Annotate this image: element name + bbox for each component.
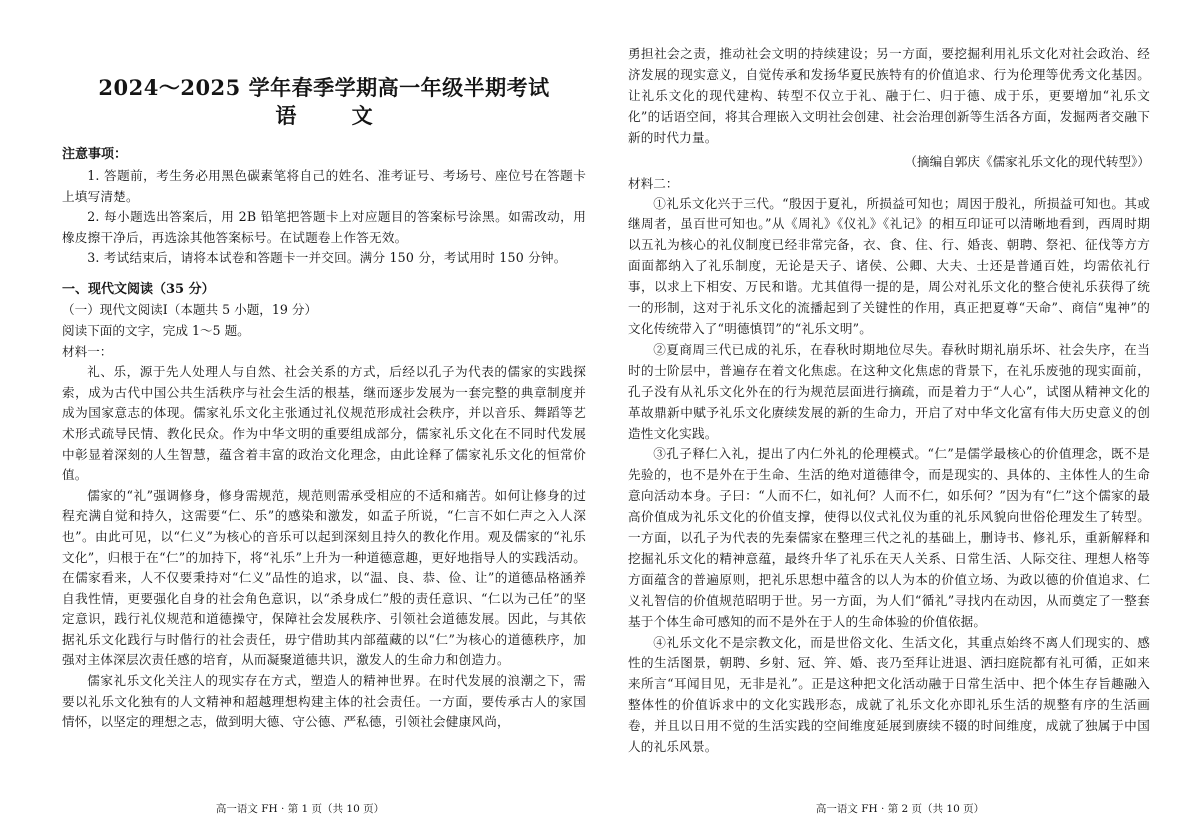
passage-paragraph: ②夏商周三代已成的礼乐，在春秋时期地位尽失。春秋时期礼崩乐坏、社会失序，在当时的士阶层中，普遍存在着文化焦虑。在这种文化焦虑的背景下，在礼乐废弛的现实面前，孔子没有从礼乐文化外在的行为规范层面进行摘疏，而是着力于“人心”，试图从精神文化的革故鼎新中赋予礼乐文化赓续发展的新的生命力，开启了对中华文化富有伟大历史意义的创造性文化实践。 [628,341,1150,441]
notice-item: 1. 答题前，考生务必用黑色碳素笔将自己的姓名、准考证号、考场号、座位号在答题卡上填写清楚。 [62,168,586,204]
source-citation: （摘编自郭庆《儒家礼乐文化的现代转型》） [904,153,1150,169]
exam-subject: 语 文 [275,103,397,128]
passage-paragraph: ④礼乐文化不是宗教文化，而是世俗文化、生活文化，其重点始终不离人们现实的、感性的生活图景，朝聘、乡射、冠、笄、婚、丧乃至拜让进退、洒扫庭院都有礼可循，正如来来所言“耳闻目见，无非是礼”。正是这种把文化活动融于日常生活中、把个体生存旨趣融入整体性的价值诉求中的文化实践形态，成就了礼乐文化亦即礼乐生活的规整有序的生活画卷，并且以日用不觉的生活实践的空间维度延展到赓续不辍的时间维度，成就了独属于中国人的礼乐风景。 [628,634,1150,755]
page-right [600,0,1200,826]
notice-item: 3. 考试结束后，请将本试卷和答题卡一并交回。满分 150 分，考试用时 150 分钟。 [87,250,567,266]
material-label: 材料一： [62,344,113,360]
passage-paragraph: ①礼乐文化兴于三代。“殷因于夏礼，所损益可知也；周因于殷礼，所损益可知也。其或继周者，虽百世可知也。”从《周礼》《仪礼》《礼记》的相互印证可以清晰地看到，西周时期以五礼为核心的礼仪制度已经非常完备，衣、食、住、行、婚丧、朝聘、祭祀、征伐等方方面面都纳入了礼乐制度，无论是天子、诸侯、公卿、大夫、士还是普通百姓，均需依礼行事，以求上下相安、万民和谐。尤其值得一提的是，周公对礼乐文化的整合使礼乐获得了统一的形制，这对于礼乐文化的流播起到了关键性的作用，真正把夏尊“天命”、商信“鬼神”的文化传统带入了“明德慎罚”的“礼乐文明”。 [628,195,1150,336]
passage-paragraph: 礼、乐，源于先人处理人与自然、社会关系的方式，后经以孔子为代表的儒家的实践探索，成为古代中国公共生活秩序与社会生活的根基，继而逐步发展为一套完整的典章制度并成为国家意志的体现。儒家礼乐文化主张通过礼仪规范形成社会秩序，并以音乐、舞蹈等艺术形式疏导民情、教化民众。作为中华文明的重要组成部分，儒家礼乐文化在不同时代发展中彰显着深刻的人生智慧，蕴含着丰富的政治文化理念，由此诠释了儒家礼乐文化的恒常价值。 [62,364,586,483]
reading-instruction: 阅读下面的文字，完成 1～5 题。 [62,322,250,338]
page-footer: 高一语文 FH · 第 2 页（共 10 页） [815,803,985,815]
page-footer: 高一语文 FH · 第 1 页（共 10 页） [215,803,385,815]
passage-paragraph: 儒家的“礼”强调修身，修身需规范，规范则需承受相应的不适和痛苦。如何让修身的过程充满自觉和持久，这需要“仁、乐”的感染和激发，如孟子所说，“仁言不如仁声之入人深也”。由此可见，以“仁义”为核心的音乐可以起到深刻且持久的教化作用。观及儒家的“礼乐文化”，归根于在“仁”的加持下，将“礼乐”上升为一种道德意趣，更好地指导人的实践活动。在儒家看来，人不仅要秉持对“仁义”品性的追求，以“温、良、恭、俭、让”的道德品格涵养自我性情，更要强化自身的社会角色意识，以“杀身成仁”般的责任意识、“仁以为己任”的坚定意识，践行礼仪规范和道德操守，保障社会发展秩序、引领社会道德发展。因此，与其依据礼乐文化践行与时偕行的社会责任，毋宁借助其内部蕴藏的以“仁”为核心的道德秩序，加强对主体深层次责任感的培育，从而凝聚道德共识，激发人的生命力和创造力。 [62,487,586,668]
passage-paragraph: 儒家礼乐文化关注人的现实存在方式，塑造人的精神世界。在时代发展的浪潮之下，需要以礼乐文化独有的人文精神和超越理想构建主体的社会责任。一方面，要传承古人的家国情怀，以坚定的理想之志，做到明大德、守公德、严私德，引领社会健康风尚， [62,673,586,730]
material-label: 材料二： [628,175,679,191]
notice-item: 2. 每小题选出答案后，用 2B 铅笔把答题卡上对应题目的答案标号涂黑。如需改动，用橡皮擦干净后，再选涂其他答案标号。在试题卷上作答无效。 [62,209,586,245]
passage-paragraph: ③孔子释仁入礼，提出了内仁外礼的伦理模式。“仁”是儒学最核心的价值理念，既不是先验的，也不是外在于生命、生活的绝对道德律令，而是现实的、具体的、主体性人的生命意向活动本身。子曰：“人而不仁，如礼何？人而不仁，如乐何？”因为有“仁”这个儒家的最高价值成为礼乐文化的价值支撑，使得以仪式礼仪为重的礼乐风貌向世俗伦理发生了转型。一方面，以孔子为代表的先秦儒家在整理三代之礼的基础上，删诗书、修礼乐，重新解释和挖掘礼乐文化的精神意蕴，最终升华了礼乐在天人关系、日常生活、人际交往、理想人格等方面蕴含的普遍原则，把礼乐思想中蕴含的以人为本的价值立场、为政以德的价值追求、仁义礼智信的价值规范昭明于世。另一方面，为人们“循礼”寻找内在动因，从而奠定了一整套基于个体生命可感知的而不是外在于人的生命体验的价值依据。 [628,446,1150,629]
notice-heading: 注意事项： [62,147,128,162]
subsection-heading: （一）现代文阅读Ⅰ（本题共 5 小题，19 分） [62,301,318,317]
passage-continuation: 勇担社会之责，推动社会文明的持续建设；另一方面，要挖掘利用礼乐文化对社会政治、经济发展的现实意义，自觉传承和发扬华夏民族特有的价值追求、行为伦理等优秀文化基因。让礼乐文化的现代建构、转型不仅立于礼、融于仁、归于德、成于乐，更要增加“礼乐文化”的话语空间，将其合理嵌入文明社会创建、社会治理创新等生活各方面，发掘两者交融下新的时代力量。 [628,46,1150,145]
exam-title: 2024～2025 学年春季学期高一年级半期考试 [98,75,550,100]
section-heading: 一、现代文阅读（35 分） [62,281,215,297]
